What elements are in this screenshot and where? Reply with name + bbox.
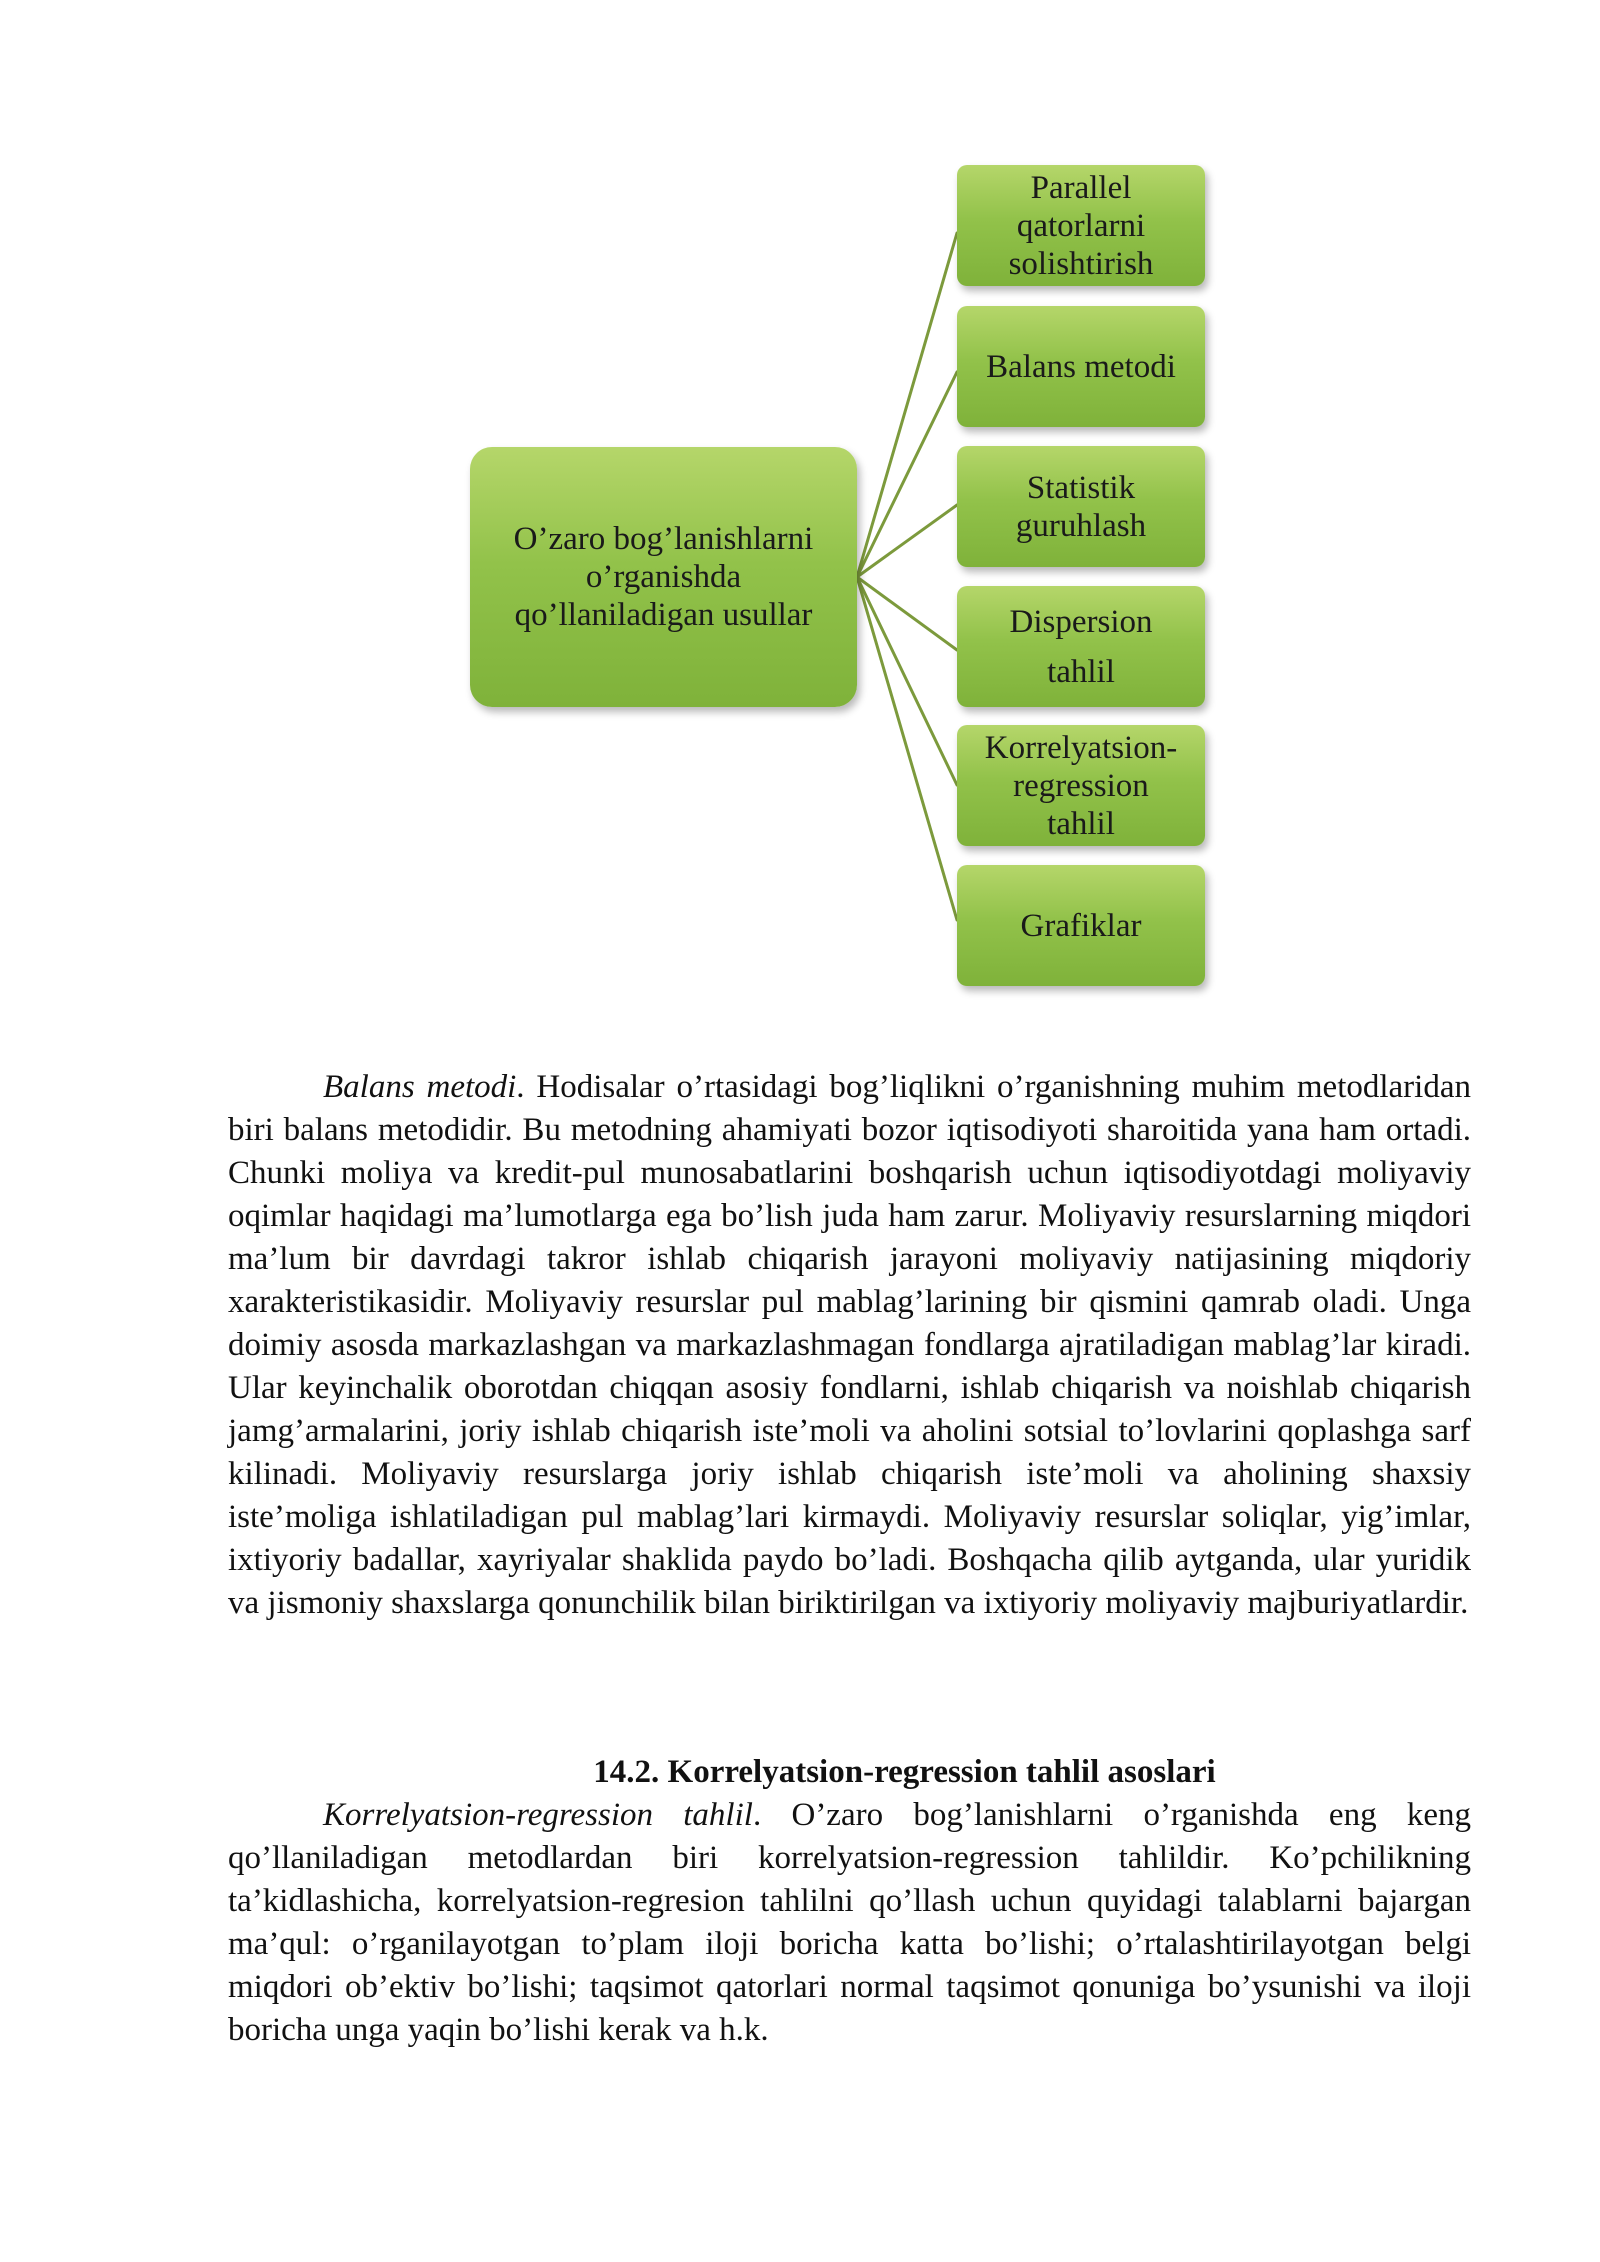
center-node-text <box>514 520 814 634</box>
paragraph-lead: Balans metodi <box>323 1069 517 1105</box>
method-node-balans <box>957 306 1205 427</box>
paragraph-balans-metodi <box>228 1066 1471 1625</box>
method-node-line: tahlil <box>1047 805 1115 842</box>
paragraph-body: . O’zaro bog’lanishlarni o’rganishda eng keng qo’llaniladigan metodlardan biri korrelyatsion-regression tahlildir. Ko’pchilikning ta’kidlashicha, korrelyatsion-regresion tahlilni qo’llash uchun quyidagi talablarni bajargan ma’qul: o’rganilayotgan to’plam iloji boricha katta bo’lishi; o’rtalashtirilayotgan belgi miqdori ob’ektiv bo’lishi; taqsimot qatorlari normal taqsimot qonuniga bo’ysunishi va iloji boricha unga yaqin bo’lishi kerak va h.k. <box>228 1797 1471 2048</box>
method-node-line: Grafiklar <box>1020 907 1142 944</box>
method-node-parallel <box>957 165 1205 286</box>
section-heading: 14.2. Korrelyatsion-regression tahlil asoslari <box>593 1754 1216 1790</box>
paragraph-korrelyatsion <box>228 1794 1471 2052</box>
method-node-line: Dispersion <box>1009 603 1153 640</box>
method-node-line: Statistik <box>1026 469 1136 506</box>
diagram-center-node <box>470 447 857 707</box>
method-node-grafiklar <box>957 865 1205 986</box>
paragraph-body: . Hodisalar o’rtasidagi bog’liqlikni o’rganishning muhim metodlaridan biri balans metodidir. Bu metodning ahamiyati bozor iqtisodiyoti sharoitida yana ham ortadi. Chunki moliya va kredit-pul munosabatlarini boshqarish uchun iqtisodiyotdagi moliyaviy oqimlar haqidagi ma’lumotlarga ega bo’lish juda ham zarur. Moliyaviy resurslarning miqdori ma’lum bir davrdagi takror ishlab chiqarish jarayoni moliyaviy natijasining miqdoriy xarakteristikasidir. Moliyaviy resurslar pul mablag’larining bir qismini qamrab oladi. Unga doimiy asosda markazlashgan va markazlashmagan fondlarga ajratiladigan mablag’lar kiradi. Ular keyinchalik oborotdan chiqqan asosiy fondlarni, ishlab chiqarish va noishlab chiqarish jamg’armalarini, joriy ishlab chiqarish iste’moli va aholini sotsial to’lovlarini qoplashga sarf kilinadi. Moliyaviy resurslarga joriy ishlab chiqarish iste’moli va aholining shaxsiy iste’moliga ishlatiladigan pul mablag’lari kirmaydi. Moliyaviy resurslar soliqlar, yig’imlar, ixtiyoriy badallar, xayriyalar shaklida paydo bo’ladi. Boshqacha qilib aytganda, ular yuridik va jismoniy shaxslarga qonunchilik bilan biriktirilgan va ixtiyoriy moliyaviy majburiyatlardir. <box>228 1069 1471 1621</box>
method-node-line: regression <box>1013 767 1149 804</box>
method-node-line: qatorlarni <box>1016 207 1146 244</box>
method-node-line: solishtirish <box>1008 245 1154 282</box>
connector-line <box>857 577 957 650</box>
method-node-line: guruhlash <box>1015 507 1147 544</box>
method-node-dispersion <box>957 586 1205 707</box>
connector-line <box>857 505 957 577</box>
method-node-korrelyatsion <box>957 725 1205 846</box>
center-node-line: o’rganishda <box>585 559 742 595</box>
center-node-line: qo’llaniladigan usullar <box>514 597 813 633</box>
method-node-line: Korrelyatsion- <box>984 729 1178 766</box>
center-node-line: O’zaro bog’lanishlarni <box>513 521 814 557</box>
method-node-line: Parallel <box>1030 169 1132 206</box>
paragraph-lead: Korrelyatsion-regression tahlil <box>323 1797 753 1833</box>
method-node-line: tahlil <box>1047 653 1115 690</box>
method-node-line: Balans metodi <box>986 348 1176 385</box>
connector-line <box>857 577 957 920</box>
method-node-statistik <box>957 446 1205 567</box>
